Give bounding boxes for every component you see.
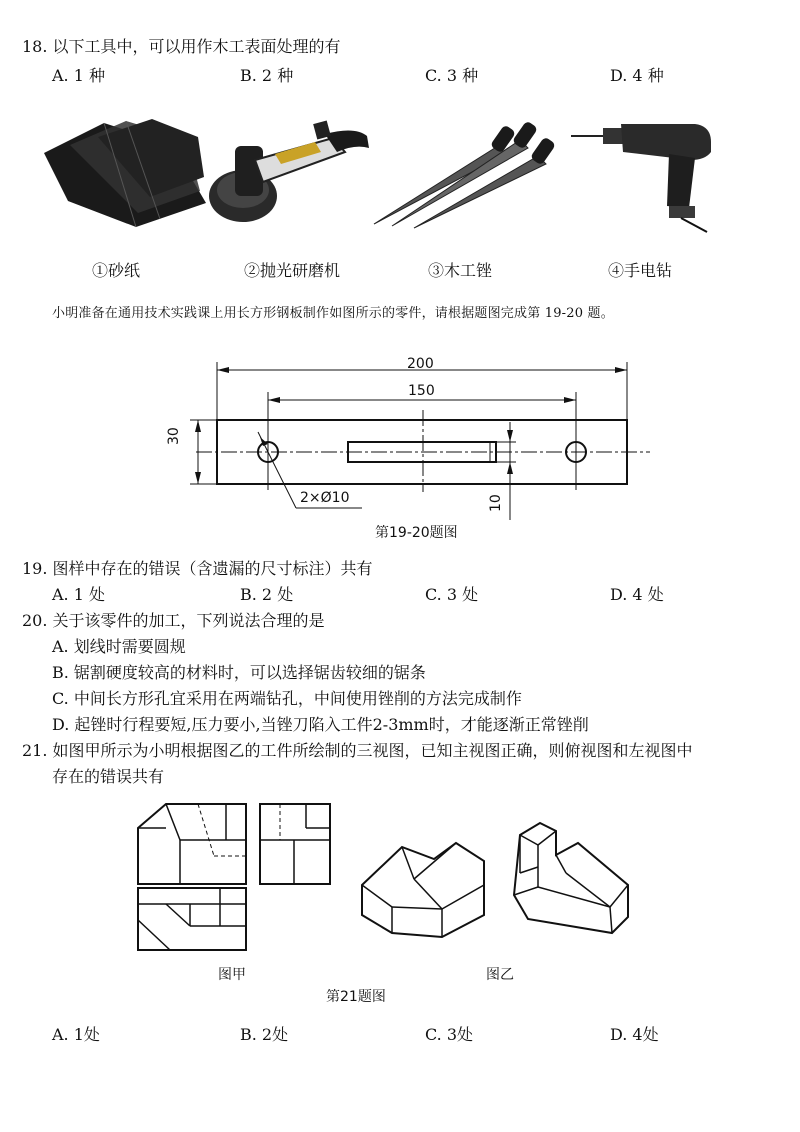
dim-slot-width: 10 <box>488 494 504 512</box>
q18-stem: 18. 以下工具中，可以用作木工表面处理的有 <box>22 37 341 56</box>
q21-option-a[interactable]: A. 1处 <box>52 1025 100 1044</box>
q21-option-b[interactable]: B. 2处 <box>240 1025 289 1044</box>
sandpaper-icon <box>40 115 210 230</box>
q20-stem: 20. 关于该零件的加工，下列说法合理的是 <box>22 611 325 630</box>
q21-option-c[interactable]: C. 3处 <box>425 1025 474 1044</box>
q20-option-c[interactable]: C. 中间长方形孔宜采用在两端钻孔，中间使用锉削的方法完成制作 <box>52 689 522 708</box>
q21-stem-line1: 21. 如图甲所示为小明根据图乙的工件所绘制的三视图，已知主视图正确，则俯视图和左视图中 <box>22 741 693 760</box>
q18-option-a[interactable]: A. 1 种 <box>52 66 105 85</box>
figure-19-20-caption: 第19-20题图 <box>375 525 458 541</box>
dim-plate-height: 30 <box>166 427 182 445</box>
hole-callout: 2×Ø10 <box>300 490 350 506</box>
q18-option-c[interactable]: C. 3 种 <box>425 66 479 85</box>
q20-option-b[interactable]: B. 锯割硬度较高的材料时，可以选择锯齿较细的锯条 <box>52 663 426 682</box>
tool-label-file: ③木工锉 <box>428 261 493 280</box>
wood-file-icon <box>370 120 560 230</box>
polishing-grinder-icon <box>205 118 375 228</box>
figure-21-caption: 第21题图 <box>326 989 386 1005</box>
dim-hole-spacing: 150 <box>408 383 435 399</box>
q18-option-d[interactable]: D. 4 种 <box>610 66 664 85</box>
tool-label-sandpaper: ①砂纸 <box>92 261 141 280</box>
q19-option-b[interactable]: B. 2 处 <box>240 585 294 604</box>
q21-option-d[interactable]: D. 4处 <box>610 1025 659 1044</box>
tool-label-drill: ④手电钻 <box>608 261 673 280</box>
intro-19-20: 小明准备在通用技术实践课上用长方形钢板制作如图所示的零件，请根据题图完成第 19-20 题。 <box>52 306 614 321</box>
part-technical-drawing <box>0 340 800 540</box>
dim-total-length: 200 <box>407 356 434 372</box>
q19-option-a[interactable]: A. 1 处 <box>52 585 105 604</box>
q19-stem: 19. 图样中存在的错误（含遗漏的尺寸标注）共有 <box>22 559 373 578</box>
q19-option-c[interactable]: C. 3 处 <box>425 585 479 604</box>
q19-option-d[interactable]: D. 4 处 <box>610 585 664 604</box>
q18-option-b[interactable]: B. 2 种 <box>240 66 294 85</box>
three-view-drawing <box>130 800 350 960</box>
tool-label-grinder: ②抛光研磨机 <box>244 261 341 280</box>
label-figure-jia: 图甲 <box>218 967 246 983</box>
hand-drill-icon <box>565 122 735 234</box>
q20-option-d[interactable]: D. 起锉时行程要短,压力要小,当锉刀陷入工件2-3mm时，才能逐渐正常锉削 <box>52 715 589 734</box>
isometric-workpiece <box>352 815 652 945</box>
label-figure-yi: 图乙 <box>486 967 514 983</box>
q21-stem-line2: 存在的错误共有 <box>52 767 165 786</box>
q20-option-a[interactable]: A. 划线时需要圆规 <box>52 637 186 656</box>
